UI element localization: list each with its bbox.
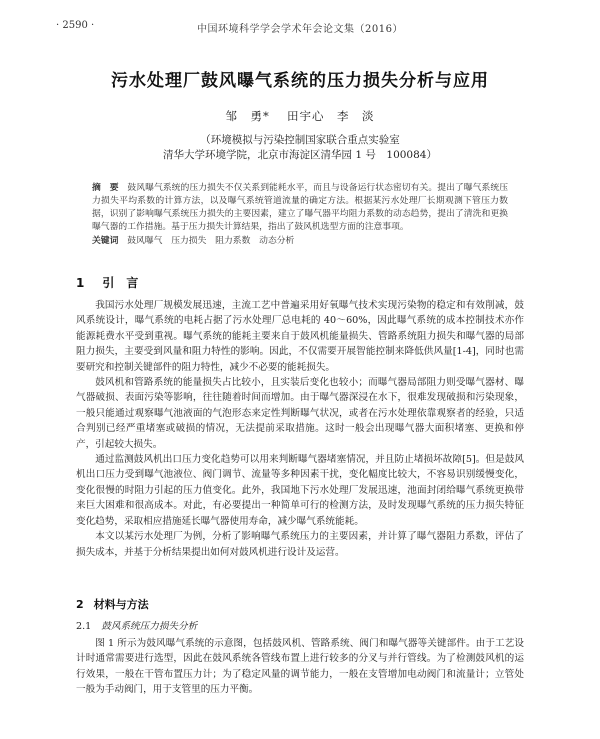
paragraph: 通过监测鼓风机出口压力变化趋势可以用来判断曝气器堵塞情况，并且防止堵损坏故障[5]。但是鼓风机出口压力受到曝气池液位、阀门调节、流量等多种因素干扰，变化幅度比较大，不容易识别缓慢变化，变化很慢的时阻力引起的压力值变化。此外，我国地下污水处理厂发展迅速，池面封闭给曝气系统更换带来巨大困难和很高成本。对此，有必要提出一种简单可行的检测方法，及时发现曝气系统的压力损失特征变化趋势，采取相应措施延长曝气器使用寿命，减少曝气系统能耗。 — [76, 454, 524, 527]
keywords-text: 鼓风曝气 压力损失 阻力系数 动态分析 — [127, 236, 295, 246]
paragraph: 鼓风机和管路系统的能量损失占比较小，且实装后变化也较小；而曝气器局部阻力则受曝气器材、曝气器破损、表面污染等影响，往往随着时间而增加。由于曝气器深浸在水下，很难发现破损和污染现象，一般只能通过观察曝气池液面的气泡形态来定性判断曝气状况，或者在污水处理依靠观察者的经验，只适合判别已经严重堵塞或破损的情况，无法提前采取措施。这时一般会出现曝气器大面积堵塞、更换和停产，引起较大损失。 — [76, 377, 524, 450]
keywords — [92, 235, 508, 248]
subsection-number: 2.1 — [76, 621, 92, 632]
section-heading-methods — [76, 596, 159, 612]
affiliation-line-1: （环境模拟与污染控制国家联合重点实验室 — [200, 134, 400, 146]
abstract — [92, 182, 508, 248]
page-number: · 2590 · — [56, 20, 95, 31]
affiliation-line-2: 清华大学环境学院，北京市海淀区清华园 1 号 100084） — [163, 149, 437, 161]
affiliation — [0, 133, 600, 163]
section-title: 引 言 — [102, 276, 139, 290]
paper-title: 污水处理厂鼓风曝气系统的压力损失分析与应用 — [111, 71, 489, 91]
author-list: 邹 勇* 田宇心 李 淡 — [225, 109, 375, 123]
paragraph: 我国污水处理厂规模发展迅速，主流工艺中普遍采用好氧曝气技术实现污染物的稳定和有效削减，鼓风系统设计，曝气系统的电耗占据了污水处理厂总电耗的 40～60%，因此曝气系统的成本控制技术亦作能源耗费水平受到重视。曝气系统的能耗主要来自于鼓风机能量损失、管路系统阻力损失和曝气器的局部阻力损失，主要受到风量和阻力特性的影响。因此，不仅需要开展智能控制来降低供风量[1-4]，同时也需要研究和控制关键部件的阻力特性，减少不必要的能耗损失。 — [76, 300, 524, 373]
subsection-title: 鼓风系统压力损失分析 — [101, 621, 198, 632]
paragraph: 本文以某污水处理厂为例，分析了影响曝气系统压力的主要因素，并计算了曝气器阻力系数，评估了损失成本，并基于分析结果提出如何对鼓风机进行设计及运营。 — [76, 531, 524, 558]
section-heading-intro — [76, 274, 156, 291]
keywords-label: 关键词 — [92, 236, 119, 246]
paragraph: 图 1 所示为鼓风曝气系统的示意图，包括鼓风机、管路系统、阀门和曝气器等关键部件。由于工艺设计时通常需要进行选型，因此在鼓风系统各管线布置上进行较多的分叉与并行管线。为了检测鼓风机的运行效果，一般在干管布置压力计；为了稳定风量的调节能力，一般在支管增加电动阀门和流量计；立管处一般为手动阀门，用于支管里的压力平衡。 — [76, 638, 524, 696]
section-body-intro — [76, 298, 524, 560]
abstract-label: 摘 要 — [92, 183, 119, 193]
section-title: 材料与方法 — [93, 598, 149, 611]
section-number: 1 — [76, 276, 85, 290]
journal-name: 中国环境科学学会学术年会论文集（2016） — [197, 24, 403, 35]
section-number: 2 — [76, 598, 84, 611]
subsection-heading — [76, 618, 197, 632]
abstract-text: 鼓风曝气系统的压力损失不仅关系到能耗水平，而且与设备运行状态密切有关。提出了曝气系统压力损失平均系数的计算方法，以及曝气系统管道流量的确定方法。根据某污水处理厂长期观测下管压力数据，识别了影响曝气系统压力损失的主要因素，建立了曝气器平均阻力系数的动态趋势，提出了清洗和更换曝气器的工作措施。基于压力损失计算结果，指出了鼓风机选型方面的注意事项。 — [92, 183, 508, 232]
section-body-methods — [76, 636, 524, 698]
running-head — [56, 20, 544, 35]
